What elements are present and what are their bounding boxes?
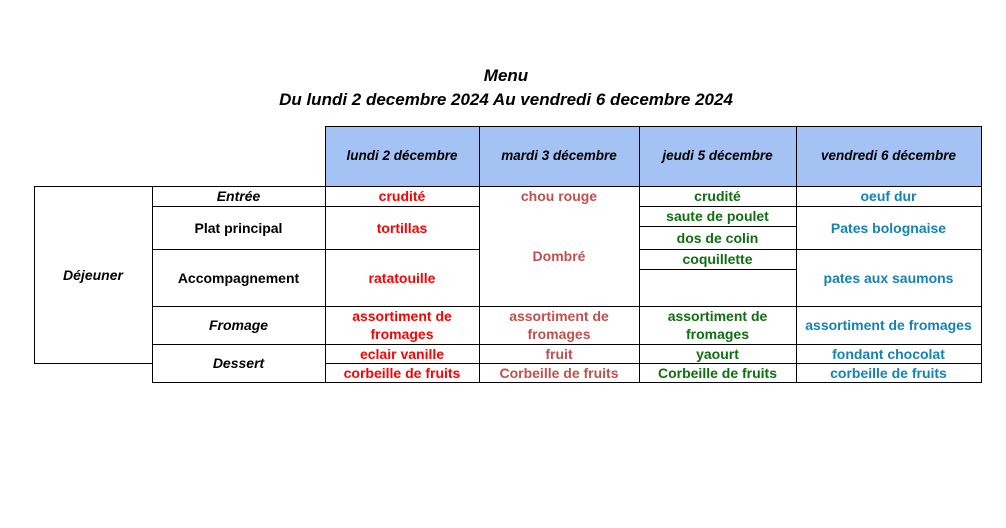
course-label-plat: Plat principal	[194, 219, 283, 236]
grid-line	[152, 344, 982, 345]
grid-line	[796, 126, 797, 383]
friday-dessert-2: corbeille de fruits	[830, 364, 947, 381]
thursday-fromage: assortiment de fromages	[667, 308, 768, 342]
day-header-thursday: jeudi 5 décembre	[639, 126, 796, 186]
thursday-accompagnement: coquillette	[682, 251, 753, 267]
grid-line	[34, 186, 982, 187]
grid-line	[325, 363, 982, 364]
tuesday-fromage: assortiment de fromages	[509, 308, 609, 342]
tuesday-dessert-2: Corbeille de fruits	[499, 364, 619, 381]
monday-dessert-2: corbeille de fruits	[343, 364, 461, 381]
grid-line	[325, 126, 982, 127]
course-label-dessert: Dessert	[212, 355, 265, 371]
friday-entree: oeuf dur	[860, 188, 917, 204]
grid-line	[325, 126, 326, 383]
thursday-plat-1: saute de poulet	[666, 208, 769, 224]
monday-plat: tortillas	[376, 219, 428, 236]
monday-accompagnement: ratatouille	[368, 269, 436, 286]
grid-line	[639, 249, 982, 250]
grid-line	[34, 186, 35, 364]
thursday-entree: crudité	[694, 188, 741, 204]
thursday-dessert-1: yaourt	[696, 345, 739, 362]
monday-fromage: assortiment de fromages	[352, 308, 452, 342]
course-label-accompagnement: Accompagnement	[177, 269, 300, 286]
grid-line	[639, 126, 640, 383]
tuesday-dessert-1: fruit	[545, 345, 573, 362]
grid-line	[34, 363, 152, 364]
course-label-entree: Entrée	[216, 188, 261, 204]
grid-line	[152, 186, 153, 383]
grid-line	[152, 306, 982, 307]
grid-line	[152, 249, 479, 250]
friday-dessert-1: fondant chocolat	[832, 345, 945, 362]
monday-dessert-1: eclair vanille	[359, 345, 445, 362]
tuesday-plat: Dombré	[532, 248, 586, 264]
friday-accompagnement: pates aux saumons	[823, 269, 954, 286]
monday-entree: crudité	[378, 188, 426, 204]
day-header-tuesday: mardi 3 décembre	[479, 126, 639, 186]
friday-fromage: assortiment de fromages	[805, 317, 972, 333]
grid-line	[639, 206, 982, 207]
thursday-dessert-2: Corbeille de fruits	[657, 364, 778, 381]
friday-plat: Pates bolognaise	[830, 219, 947, 236]
grid-line	[639, 226, 796, 227]
grid-line	[479, 126, 480, 383]
day-header-monday: lundi 2 décembre	[325, 126, 479, 186]
menu-date-range: Du lundi 2 decembre 2024 Au vendredi 6 decembre 2024	[279, 90, 733, 109]
grid-line	[639, 269, 796, 270]
grid-line	[152, 382, 982, 383]
grid-line	[152, 206, 479, 207]
day-header-friday: vendredi 6 décembre	[796, 126, 981, 186]
meal-label: Déjeuner	[63, 266, 123, 283]
menu-title: Menu	[483, 66, 529, 85]
tuesday-entree: chou rouge	[520, 188, 598, 204]
course-label-fromage: Fromage	[208, 317, 269, 333]
grid-line	[981, 126, 982, 383]
thursday-plat-2: dos de colin	[676, 229, 759, 246]
